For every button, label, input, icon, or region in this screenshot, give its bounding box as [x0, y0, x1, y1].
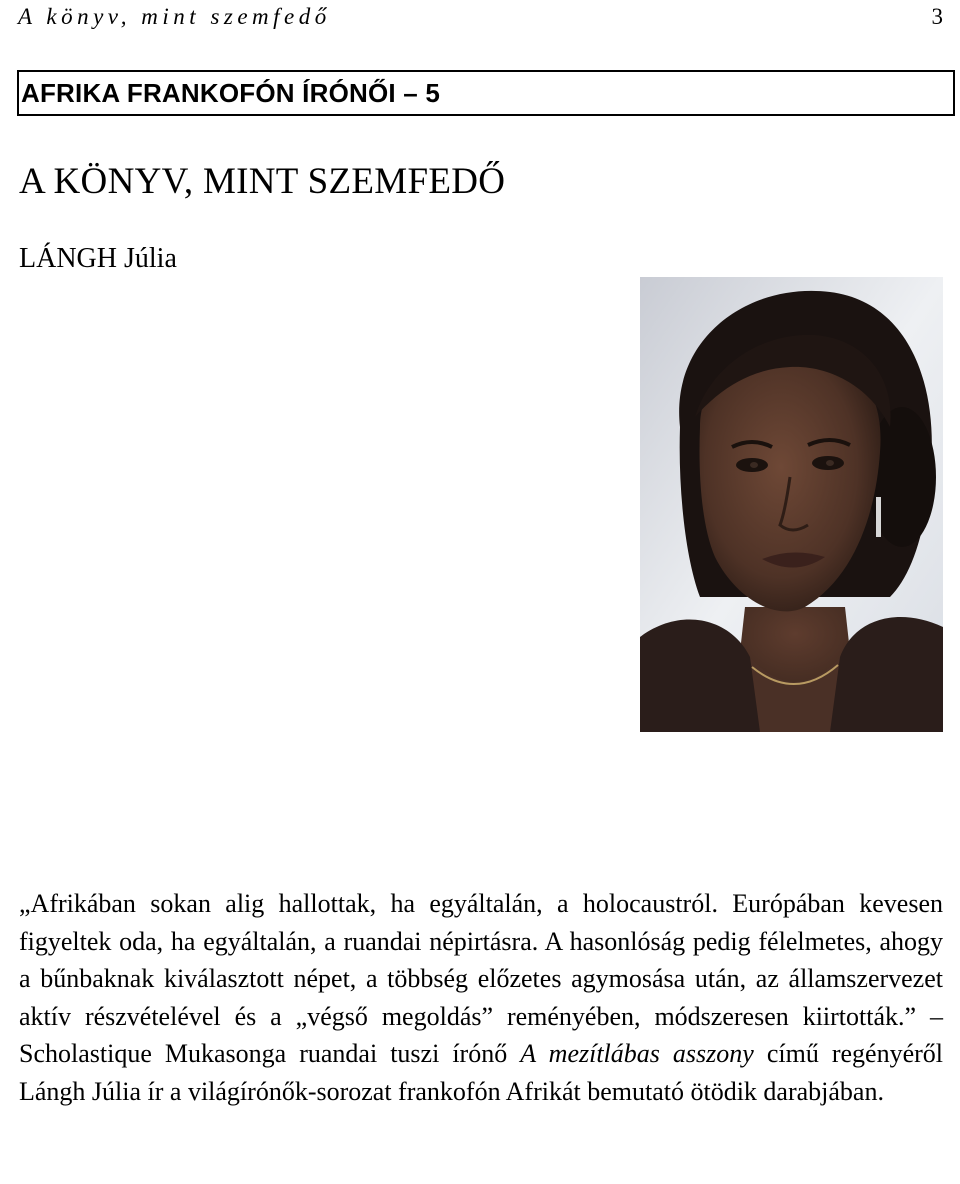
page-number: 3	[931, 4, 943, 29]
series-title: AFRIKA FRANKOFÓN ÍRÓNŐI – 5	[21, 78, 441, 108]
article-title: A KÖNYV, MINT SZEMFEDŐ	[19, 161, 506, 202]
author-name: LÁNGH Júlia	[19, 243, 177, 274]
series-title-box	[17, 70, 955, 116]
lead-paragraph	[19, 885, 943, 1110]
lead-text-before: „Afrikában sokan alig hallottak, ha egyáltalán, a holocaustról. Európában kevesen figyeltek oda, ha egyáltalán, a ruandai népirtásra. A hasonlóság pedig félelmetes, ahogy a bűnbaknak kiválasztott népet, a többség előzetes agymosása után, az államszervezet aktív részvételével és a „végső megoldás” reményében, módszeresen kiirtották.” – Scholastique Mukasonga ruandai tuszi írónő	[19, 889, 943, 1068]
author-portrait	[640, 277, 943, 732]
author-portrait-photo-icon	[640, 277, 943, 732]
book-title: A mezítlábas asszony	[520, 1039, 754, 1068]
running-head	[18, 2, 943, 32]
lead-text-after: című regényéről Lángh Júlia ír a világírónők-sorozat frankofón Afrikát bemutató ötödik darabjában.	[19, 1039, 943, 1106]
running-head-title: A könyv, mint szemfedő	[18, 4, 331, 29]
